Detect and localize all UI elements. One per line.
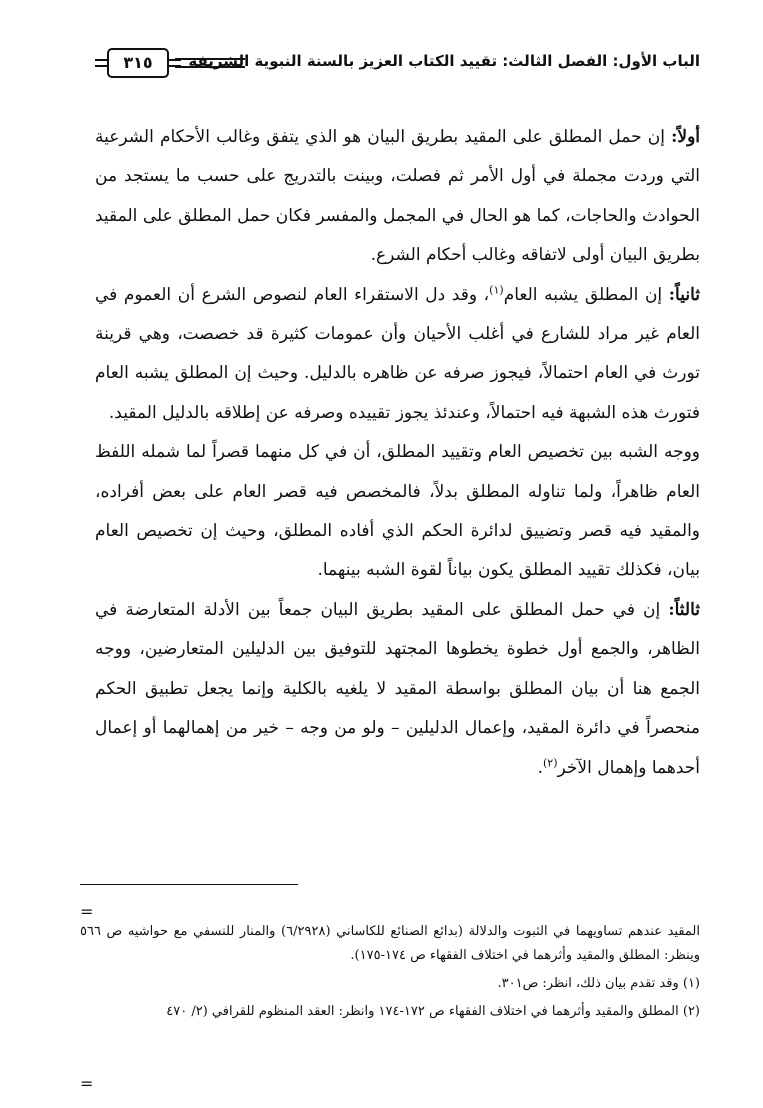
paragraph-lead-third: ثالثاً: <box>668 599 700 620</box>
paragraph-text: ووجه الشبه بين تخصيص العام وتقييد المطلق، أن في كل منهما قصراً لما شمله اللفظ العام ظاهراً، ولما تناوله المطلق بدلاً، فالمخصص فيه قصر العام على بعض أفراده، والمقيد فيه قصر وتضييق لدائرة الحكم الذي أفاده المطلق، وحيث إن تخصيص العام بيان، فكذلك تقييد المطلق يكون بياناً لقوة الشبه بينهما. <box>95 442 700 581</box>
footnotes <box>80 920 700 1028</box>
footnote-1: (١) وقد تقدم بيان ذلك، انظر: ص٣٠١. <box>497 976 700 991</box>
page-number: ٣١٥ <box>107 48 169 78</box>
paragraph-text: ، وقد دل الاستقراء العام لنصوص الشرع أن العموم في العام غير مراد للشارع في أغلب الأحيان وأن عمومات كثيرة قد خصصت، وهي قرينة تورث في العام احتمالاً، فيجوز صرفه عن ظاهره بالدليل. وحيث إن المطلق يشبه العام فتورث هذه الشبهة فيه احتمالاً، وعندئذ يجوز تقييده وصرفه عن إطلاقه بالدليل المقيد. <box>95 284 700 423</box>
header-rule <box>175 58 245 68</box>
running-header <box>95 48 700 78</box>
paragraph-text: إن حمل المطلق على المقيد بطريق البيان هو الذي يتفق وغالب الأحكام الشرعية التي وردت مجملة في أول الأمر ثم فصلت، وبينت بالتدريج على حسب ما يستجد من الحوادث والحاجات، كما هو الحال في المجمل والمفسر فكان حمل المطلق على المقيد بطريق البيان أولى لاتفاقه وغالب أحكام الشرع. <box>95 127 700 266</box>
chapter-title: الباب الأول: الفصل الثالث: تقييد الكتاب العزيز بالسنة النبوية الشريفة <box>188 52 700 70</box>
footnote-separator <box>80 884 298 885</box>
footnote-ref-2[interactable]: (٢) <box>542 755 558 769</box>
paragraph-third <box>95 433 700 591</box>
footnote-2: (٢) المطلق والمقيد وأثرهما في اختلاف الفقهاء ص ١٧٢-١٧٤ وانظر: العقد المنظوم للقرافي (٢/ ٤٧٠ <box>166 1004 700 1019</box>
paragraph-text: إن في حمل المطلق على المقيد بطريق البيان جمعاً بين الأدلة المتعارضة في الظاهر، والجمع أول خطوة يخطوها المجتهد للتوفيق بين الدليلين المتعارضين، ووجه الجمع هنا أن بيان المطلق بواسطة المقيد لا يلغيه بالكلية وإنما يجعل تطبيق الحكم منحصراً في دائرة المقيد، وإعمال الدليلين – ولو من وجه – خير من إهمالهما أو إعمال أحدهما وإهمال الآخر <box>95 599 700 778</box>
paragraph-lead-second: ثانياً: <box>668 284 700 305</box>
paragraph-second <box>95 276 700 434</box>
footnote-continuation: المقيد عندهم تساويهما في الثبوت والدلالة (بدائع الصنائع للكاساني (٦/٢٩٢٨) والمنار للنسفي مع حواشيه ص ٥٦٦ وينظر: المطلق والمقيد وأثرهما في اختلاف الفقهاء ص ١٧٤-١٧٥). <box>80 924 701 963</box>
paragraph-text: . <box>537 757 543 778</box>
paragraph-first <box>95 118 700 276</box>
paragraph-fourth <box>95 591 700 788</box>
continuation-mark: = <box>80 902 94 921</box>
paragraph-text: إن المطلق يشبه العام <box>503 284 669 305</box>
paragraph-lead-first: أولاً: <box>671 127 700 147</box>
continuation-mark-end: = <box>80 1074 94 1093</box>
body-text <box>95 118 700 788</box>
footnote-ref-1[interactable]: (١) <box>489 282 504 296</box>
